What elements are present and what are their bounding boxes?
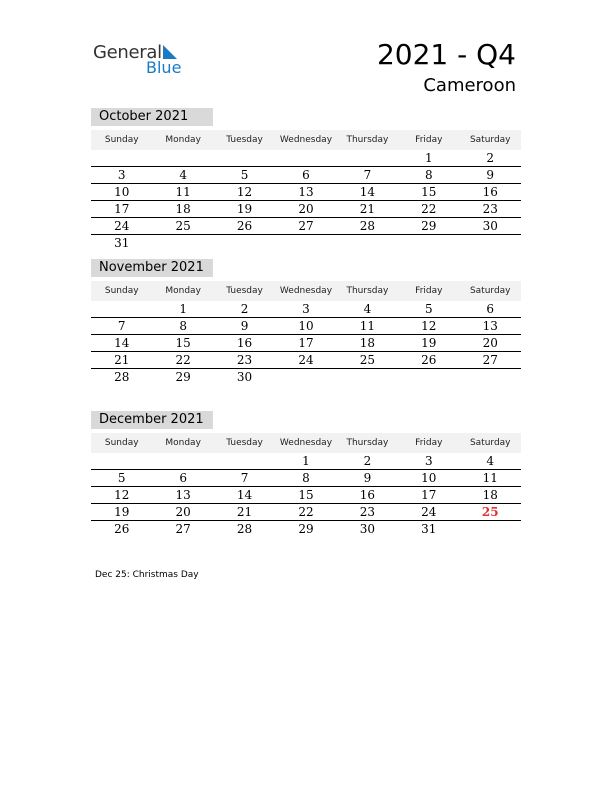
day-cell: 14: [114, 336, 130, 350]
weekday-label: Monday: [165, 135, 201, 145]
month-title: December 2021: [91, 411, 213, 429]
day-cell: 1: [425, 151, 433, 165]
day-cell: 1: [179, 302, 187, 316]
country-name: Cameroon: [423, 75, 516, 96]
week-row: [91, 352, 521, 369]
weekday-label: Wednesday: [279, 438, 333, 448]
weekday-header-row: [91, 130, 521, 150]
day-cell: 8: [302, 471, 310, 485]
day-cell: 4: [179, 168, 187, 182]
day-cell: [275, 150, 336, 166]
day-cell: 1: [302, 454, 310, 468]
day-cell: 20: [298, 202, 314, 216]
day-cell: 5: [240, 168, 249, 182]
weekday-header-row: [91, 433, 521, 453]
day-cell: 20: [482, 336, 498, 350]
day-cell: 28: [114, 370, 130, 384]
day-cell: 18: [359, 336, 376, 350]
day-cell: 19: [421, 336, 437, 350]
logo-general-text: General: [93, 42, 162, 63]
day-cell: 28: [359, 219, 376, 233]
day-cell: [91, 453, 152, 469]
day-cell: 23: [482, 202, 498, 216]
day-cell: 12: [114, 488, 130, 502]
day-cell: 23: [236, 353, 253, 367]
week-row: [91, 521, 521, 537]
day-cell: 9: [240, 319, 249, 333]
day-cell: [214, 235, 275, 251]
weekday-label: Tuesday: [226, 286, 263, 296]
day-cell: 2: [486, 151, 495, 165]
day-cell: 14: [359, 185, 376, 199]
day-cell: 27: [482, 353, 498, 367]
logo-triangle-icon: [161, 45, 177, 59]
holiday-note: Dec 25: Christmas Day: [95, 570, 199, 580]
day-cell: 11: [175, 185, 191, 199]
day-cell: [152, 453, 213, 469]
week-row: [91, 184, 521, 201]
day-cell: 27: [175, 522, 191, 536]
weekday-label: Friday: [415, 286, 443, 296]
day-cell: 4: [486, 454, 495, 468]
week-row: [91, 201, 521, 218]
day-cell: 19: [236, 202, 253, 216]
month-december: [91, 411, 521, 537]
day-cell: 24: [298, 353, 314, 367]
day-cell: 18: [175, 202, 191, 216]
day-cell: 31: [421, 522, 437, 536]
month-title: November 2021: [91, 259, 213, 277]
weekday-label: Thursday: [346, 286, 389, 296]
week-row: [91, 318, 521, 335]
day-cell: 26: [236, 219, 253, 233]
day-cell: 16: [482, 185, 498, 199]
weekday-label: Sunday: [104, 286, 139, 296]
day-cell: [337, 369, 398, 385]
week-row: [91, 369, 521, 385]
day-cell: [275, 235, 336, 251]
day-cell: [214, 150, 275, 166]
day-cell: 22: [298, 505, 314, 519]
day-cell: 7: [240, 471, 249, 485]
day-cell: 16: [359, 488, 376, 502]
day-cell: [91, 301, 152, 317]
month-november: [91, 259, 521, 385]
day-cell: 8: [179, 319, 187, 333]
day-cell: 11: [359, 319, 376, 333]
week-row: [91, 504, 521, 521]
weekday-label: Monday: [165, 438, 201, 448]
day-cell: 21: [236, 505, 253, 519]
day-cell: 29: [298, 522, 314, 536]
day-cell: 18: [482, 488, 498, 502]
day-cell: 25: [481, 505, 499, 519]
weekday-header-row: [91, 281, 521, 301]
day-cell: 30: [482, 219, 498, 233]
day-cell: 10: [298, 319, 314, 333]
day-cell: 13: [175, 488, 191, 502]
day-cell: 30: [359, 522, 376, 536]
weekday-label: Saturday: [469, 286, 511, 296]
day-cell: 15: [421, 185, 437, 199]
weekday-label: Monday: [165, 286, 201, 296]
day-cell: 17: [114, 202, 130, 216]
day-cell: 26: [114, 522, 130, 536]
page-title: 2021 - Q4: [376, 38, 516, 71]
day-cell: [337, 235, 398, 251]
day-cell: 25: [175, 219, 191, 233]
day-cell: 21: [114, 353, 130, 367]
day-cell: 2: [240, 302, 249, 316]
day-cell: [214, 453, 275, 469]
day-cell: 19: [114, 505, 130, 519]
day-cell: 9: [363, 471, 372, 485]
month-title: October 2021: [91, 108, 213, 126]
day-cell: 15: [298, 488, 314, 502]
day-cell: [460, 369, 521, 385]
day-cell: 23: [359, 505, 376, 519]
week-row: [91, 218, 521, 235]
weekday-label: Tuesday: [226, 135, 263, 145]
day-cell: 27: [298, 219, 314, 233]
day-cell: [337, 150, 398, 166]
logo: [93, 42, 193, 78]
day-cell: 12: [236, 185, 253, 199]
day-cell: 17: [298, 336, 314, 350]
weekday-label: Friday: [415, 135, 443, 145]
day-cell: 20: [175, 505, 191, 519]
day-cell: 13: [482, 319, 498, 333]
week-row: [91, 487, 521, 504]
month-october: [91, 108, 521, 251]
weekday-label: Wednesday: [279, 286, 333, 296]
day-cell: [460, 235, 521, 251]
weekday-label: Sunday: [104, 438, 139, 448]
weekday-label: Tuesday: [226, 438, 263, 448]
day-cell: 16: [236, 336, 253, 350]
day-cell: 29: [421, 219, 437, 233]
week-row: [91, 301, 521, 318]
day-cell: [275, 369, 336, 385]
day-cell: 8: [425, 168, 433, 182]
weekday-label: Friday: [415, 438, 443, 448]
day-cell: 24: [114, 219, 130, 233]
day-cell: 6: [302, 168, 310, 182]
weekday-label: Sunday: [104, 135, 139, 145]
day-cell: 13: [298, 185, 314, 199]
day-cell: 11: [482, 471, 498, 485]
day-cell: [152, 235, 213, 251]
day-cell: 26: [421, 353, 437, 367]
day-cell: 30: [236, 370, 253, 384]
day-cell: 3: [117, 168, 126, 182]
day-cell: [398, 369, 459, 385]
day-cell: [91, 150, 152, 166]
week-row: [91, 453, 521, 470]
week-row: [91, 470, 521, 487]
day-cell: 25: [359, 353, 376, 367]
day-cell: 10: [114, 185, 130, 199]
day-cell: 21: [359, 202, 376, 216]
day-cell: 24: [421, 505, 437, 519]
day-cell: 28: [236, 522, 253, 536]
week-row: [91, 167, 521, 184]
weekday-label: Wednesday: [279, 135, 333, 145]
day-cell: 22: [175, 353, 191, 367]
day-cell: 3: [302, 302, 310, 316]
day-cell: 29: [175, 370, 191, 384]
day-cell: 10: [421, 471, 437, 485]
day-cell: 7: [117, 319, 126, 333]
day-cell: 9: [486, 168, 495, 182]
day-cell: 6: [486, 302, 495, 316]
weekday-label: Thursday: [346, 438, 389, 448]
day-cell: 14: [236, 488, 253, 502]
logo-blue-text: Blue: [146, 58, 182, 77]
day-cell: 17: [421, 488, 437, 502]
day-cell: 12: [421, 319, 437, 333]
day-cell: 5: [117, 471, 126, 485]
day-cell: 15: [175, 336, 191, 350]
day-cell: [398, 235, 459, 251]
day-cell: 2: [363, 454, 372, 468]
week-row: [91, 235, 521, 251]
week-row: [91, 150, 521, 167]
day-cell: [152, 150, 213, 166]
day-cell: 22: [421, 202, 437, 216]
day-cell: [460, 521, 521, 537]
day-cell: 7: [363, 168, 372, 182]
weekday-label: Saturday: [469, 135, 511, 145]
day-cell: 6: [179, 471, 187, 485]
day-cell: 31: [114, 236, 130, 250]
weekday-label: Saturday: [469, 438, 511, 448]
week-row: [91, 335, 521, 352]
day-cell: 4: [363, 302, 372, 316]
weekday-label: Thursday: [346, 135, 389, 145]
day-cell: 5: [425, 302, 433, 316]
day-cell: 3: [425, 454, 433, 468]
